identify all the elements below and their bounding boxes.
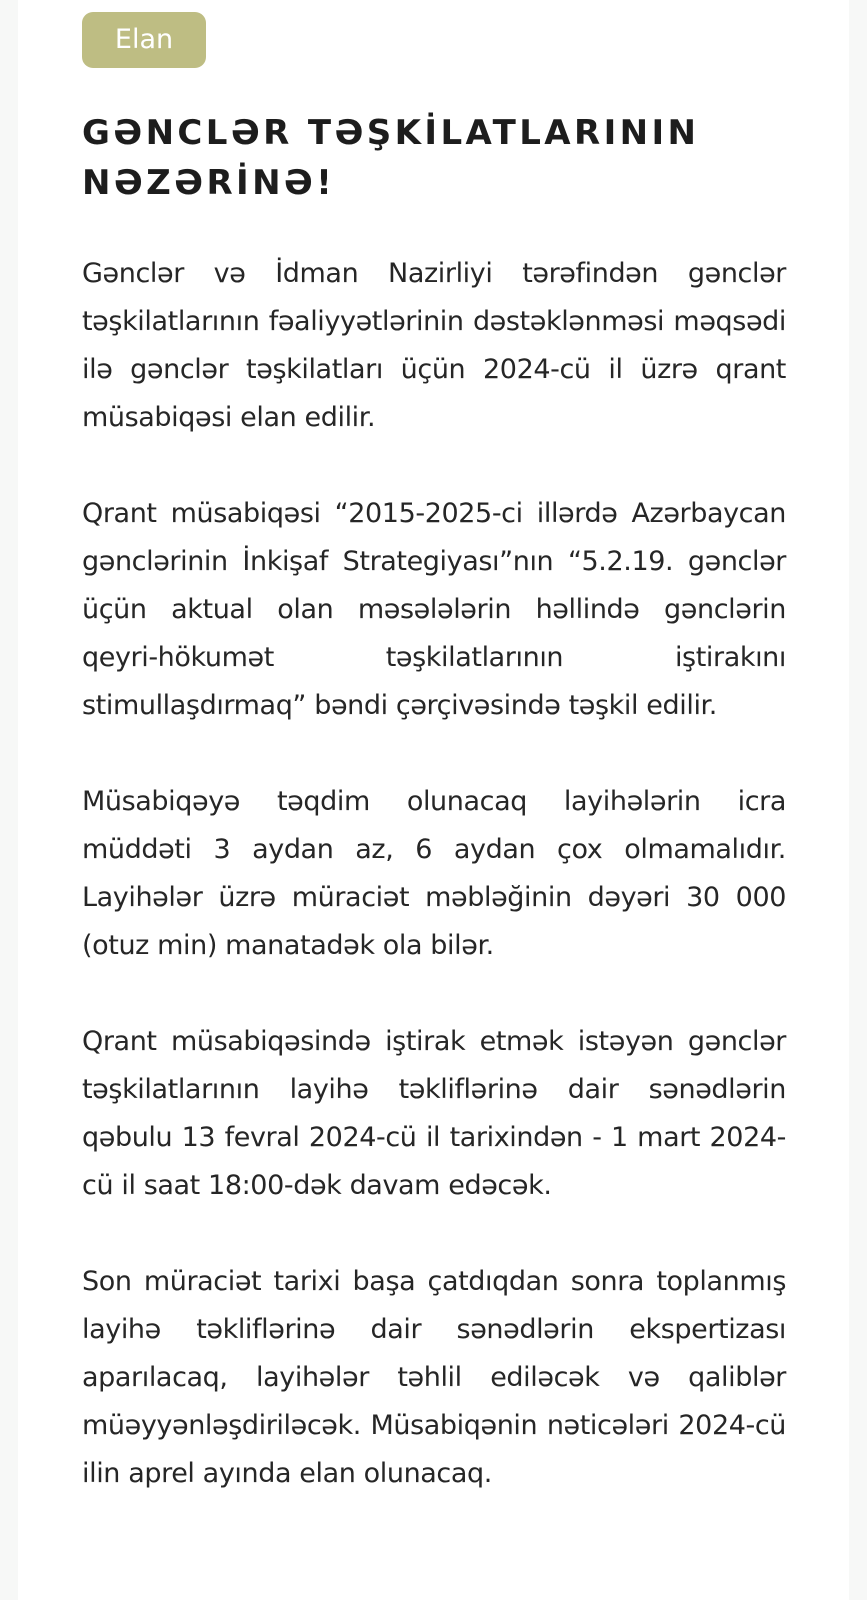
paragraph-duration: Müsabiqəyə təqdim olunacaq layihələrin icra müddəti 3 aydan az, 6 aydan çox olmamalıdır. Layihələr üzrə müraciət məbləğinin dəyəri 30 000 (otuz min) manatadək ola bilər. xyxy=(82,786,786,961)
category-badge[interactable]: Elan xyxy=(82,12,206,68)
paragraph-results: Son müraciət tarixi başa çatdıqdan sonra toplanmış layihə təkliflərinə dair sənədlərin ekspertizası aparılacaq, layihələr təhlil ediləcək və qaliblər müəyyənləşdiriləcək. Müsabiqənin nəticələri 2024-cü ilin aprel ayında elan olunacaq. xyxy=(82,1266,786,1489)
paragraph-strategy: Qrant müsabiqəsi “2015-2025-ci illərdə Azərbaycan gənclərinin İnkişaf Strategiyası”nın “5.2.19. gənclər üçün aktual olan məsələlərin həllində gənclərin qeyri-hökumət təşkilatlarının iştirakını stimullaşdırmaq” bəndi çərçivəsində təşkil edilir. xyxy=(82,498,786,721)
article-body xyxy=(82,250,786,1546)
article-card xyxy=(18,0,849,1600)
paragraph-intro: Gənclər və İdman Nazirliyi tərəfindən gənclər təşkilatlarının fəaliyyətlərinin dəstəklənməsi məqsədi ilə gənclər təşkilatları üçün 2024-cü il üzrə qrant müsabiqəsi elan edilir. xyxy=(82,258,786,433)
paragraph-deadline: Qrant müsabiqəsində iştirak etmək istəyən gənclər təşkilatlarının layihə təkliflərinə dair sənədlərin qəbulu 13 fevral 2024-cü il tarixindən - 1 mart 2024-cü il saat 18:00-dək davam edəcək. xyxy=(82,1026,786,1201)
article-title: GƏNCLƏR TƏŞKİLATLARININ NƏZƏRİNƏ! xyxy=(82,113,700,203)
